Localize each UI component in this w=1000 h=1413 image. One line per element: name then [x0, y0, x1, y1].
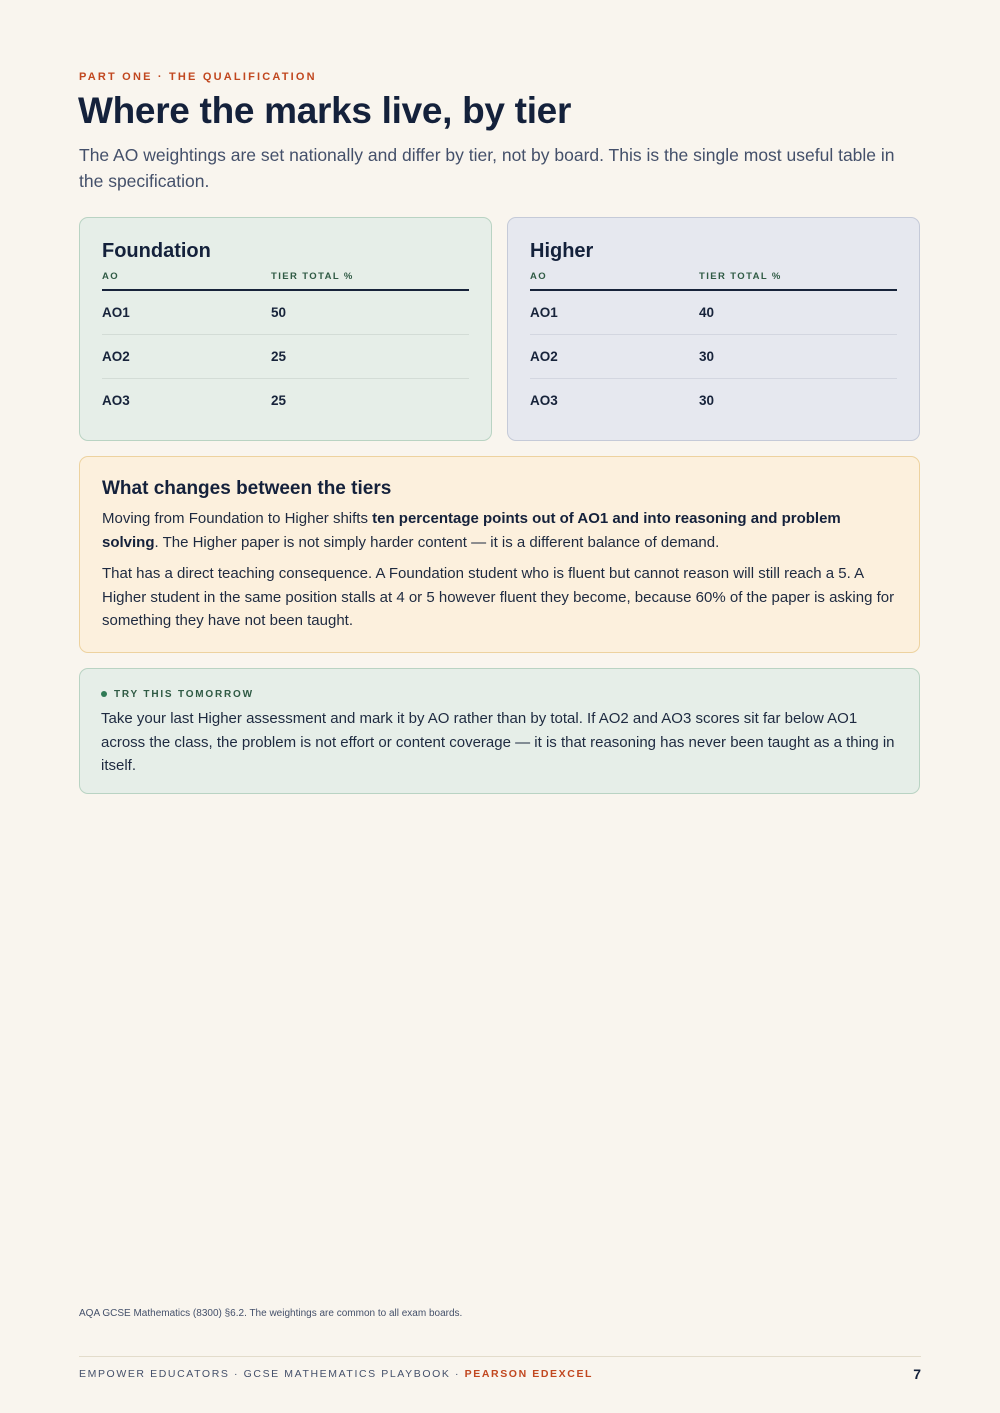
higher-table-header: [530, 268, 897, 291]
table-row: [102, 291, 469, 335]
callout-text: . The Higher paper is not simply harder content — it is a different balance of demand.: [154, 533, 720, 551]
page-footer: [79, 1366, 921, 1382]
foundation-title: Foundation: [102, 240, 211, 262]
table-row: [102, 335, 469, 379]
ao-cell: AO2: [530, 349, 558, 364]
column-header-ao: AO: [102, 271, 120, 282]
callout-emphasis: ten percentage points out of AO1 and into reasoning and problem solving: [102, 510, 841, 551]
source-footnote: AQA GCSE Mathematics (8300) §6.2. The weightings are common to all exam boards.: [79, 1308, 463, 1319]
ao-cell: AO3: [102, 393, 130, 408]
higher-title: Higher: [530, 240, 594, 262]
ao-cell: AO1: [530, 305, 558, 320]
foundation-card: [79, 217, 492, 441]
total-cell: 25: [271, 393, 287, 408]
table-row: [530, 335, 897, 379]
ao-cell: AO2: [102, 349, 130, 364]
callout-heading: What changes between the tiers: [102, 478, 392, 499]
tip-label-text: TRY THIS TOMORROW: [114, 688, 254, 700]
higher-card: [507, 217, 920, 441]
tier-changes-callout: [79, 456, 920, 653]
column-header-ao: AO: [530, 271, 548, 282]
footer-running-title: [79, 1368, 593, 1380]
try-this-tomorrow-box: [79, 668, 920, 794]
callout-paragraph-2: That has a direct teaching consequence. A Foundation student who is fluent but cannot reason will still reach a 5. A Higher student in the same position stalls at 4 or 5 however fluent they become, because 60% of the paper is asking for something they have not been taught.: [102, 565, 895, 629]
bullet-dot-icon: [101, 691, 107, 697]
page-title: Where the marks live, by tier: [78, 90, 572, 131]
ao-cell: AO1: [102, 305, 130, 320]
intro-text: The AO weightings are set nationally and differ by tier, not by board. This is the single most useful table in the specification.: [79, 145, 895, 191]
callout-paragraph-1: [102, 507, 897, 554]
ao-cell: AO3: [530, 393, 558, 408]
callout-text: Moving from Foundation to Higher shifts: [102, 510, 373, 527]
footer-board: PEARSON EDEXCEL: [464, 1368, 594, 1380]
page-number: 7: [913, 1366, 921, 1382]
tip-text: Take your last Higher assessment and mark it by AO rather than by total. If AO2 and AO3 scores sit far below AO1 across the class, the problem is not effort or content coverage — it is that reasoning has never been taught as a thing in itself.: [101, 710, 895, 774]
total-cell: 40: [699, 305, 715, 320]
section-eyebrow: PART ONE · THE QUALIFICATION: [79, 71, 317, 83]
table-row: [530, 379, 897, 423]
table-row: [102, 379, 469, 423]
total-cell: 50: [271, 305, 287, 320]
total-cell: 25: [271, 349, 287, 364]
footer-publication: EMPOWER EDUCATORS · GCSE MATHEMATICS PLAYBOOK ·: [79, 1368, 465, 1380]
total-cell: 30: [699, 349, 715, 364]
column-header-tier-total: TIER TOTAL %: [699, 271, 782, 282]
footer-divider: [79, 1356, 921, 1357]
column-header-tier-total: TIER TOTAL %: [271, 271, 354, 282]
foundation-table-header: [102, 268, 469, 291]
tip-label: [101, 687, 898, 701]
table-row: [530, 291, 897, 335]
total-cell: 30: [699, 393, 715, 408]
